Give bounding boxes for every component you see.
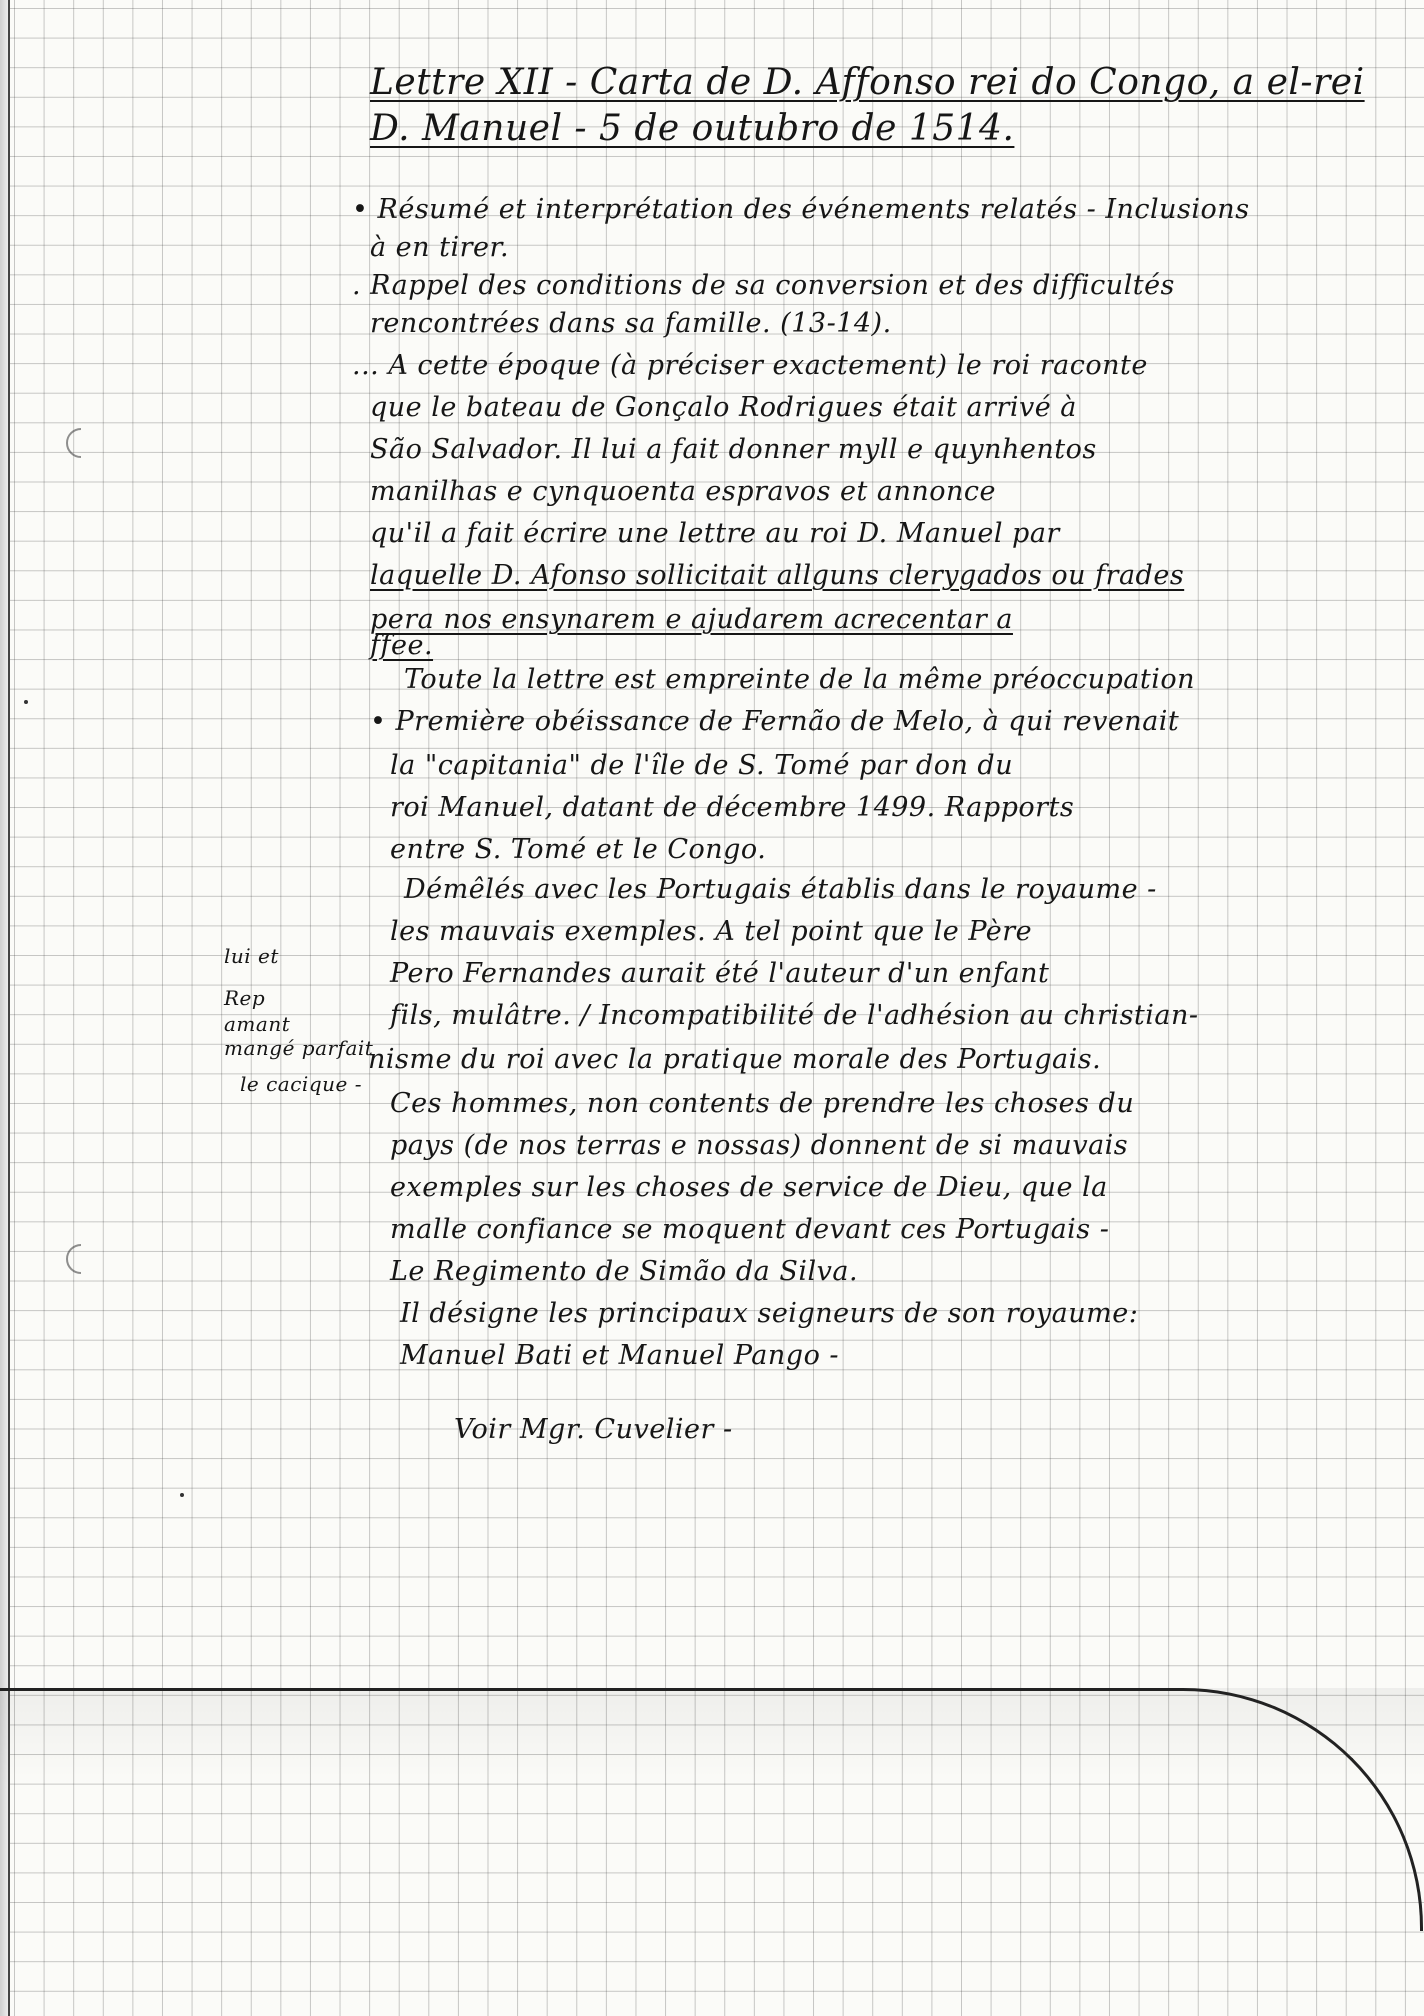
ink-dot (180, 1493, 184, 1497)
margin-note: le cacique - (240, 1072, 362, 1096)
text-line: . Rappel des conditions de sa conversion et des difficultés (352, 270, 1175, 301)
text-line: • Première obéissance de Fernão de Melo, à qui revenait (370, 706, 1180, 737)
margin-note: lui et (224, 944, 279, 968)
text-line: malle confiance se moquent devant ces Portugais - (390, 1214, 1110, 1245)
text-line: ... A cette époque (à préciser exactement) le roi raconte (352, 350, 1148, 381)
text-line: entre S. Tomé et le Congo. (390, 834, 767, 865)
text-line: Pero Fernandes aurait été l'auteur d'un enfant (390, 958, 1050, 989)
text-line: Démêlés avec les Portugais établis dans le royaume - (404, 874, 1157, 905)
text-line: qu'il a fait écrire une lettre au roi D. Manuel par (370, 518, 1060, 549)
text-line: Il désigne les principaux seigneurs de son royaume: (400, 1298, 1139, 1329)
text-line: exemples sur les choses de service de Dieu, que la (390, 1172, 1108, 1203)
text-line: • Résumé et interprétation des événements relatés - Inclusions (352, 194, 1250, 225)
margin-note: mangé parfait (224, 1036, 374, 1060)
text-line: Toute la lettre est empreinte de la même préoccupation (404, 664, 1195, 695)
ink-dot (24, 700, 28, 704)
text-line: rencontrées dans sa famille. (13-14). (370, 308, 892, 339)
text-line: Ces hommes, non contents de prendre les choses du (390, 1088, 1135, 1119)
margin-note: Rep (224, 986, 266, 1010)
margin-note: amant (224, 1012, 291, 1036)
text-line: à en tirer. (370, 232, 510, 263)
text-line: Le Regimento de Simão da Silva. (390, 1256, 859, 1287)
punch-hole-mark (66, 1244, 96, 1274)
punch-hole-mark (66, 428, 96, 458)
text-line: la "capitania" de l'île de S. Tomé par don du (390, 750, 1014, 781)
text-line: Manuel Bati et Manuel Pango - (400, 1340, 840, 1371)
text-line: roi Manuel, datant de décembre 1499. Rapports (390, 792, 1075, 823)
text-line: les mauvais exemples. A tel point que le Père (390, 916, 1033, 947)
text-line: nisme du roi avec la pratique morale des Portugais. (368, 1044, 1102, 1075)
letter-title-line-2: D. Manuel - 5 de outubro de 1514. (370, 108, 1015, 149)
text-line: pays (de nos terras e nossas) donnent de si mauvais (390, 1130, 1129, 1161)
text-line-underlined: laquelle D. Afonso sollicitait allguns clerygados ou frades (370, 560, 1185, 591)
text-line: manilhas e cynquoenta espravos et annonce (370, 476, 997, 507)
fold-line (0, 1688, 1180, 1691)
text-line: Voir Mgr. Cuvelier - (454, 1414, 733, 1445)
text-line: fils, mulâtre. / Incompatibilité de l'adhésion au christian- (390, 1000, 1199, 1031)
text-line: que le bateau de Gonçalo Rodrigues était arrivé à (370, 392, 1077, 423)
text-line: São Salvador. Il lui a fait donner myll e quynhentos (370, 434, 1097, 465)
letter-title-line-1: Lettre XII - Carta de D. Affonso rei do Congo, a el-rei (370, 62, 1365, 103)
text-line-underlined: pera nos ensynarem e ajudarem acrecentar a (370, 604, 1013, 635)
text-line-underlined: ffee. (370, 630, 434, 661)
